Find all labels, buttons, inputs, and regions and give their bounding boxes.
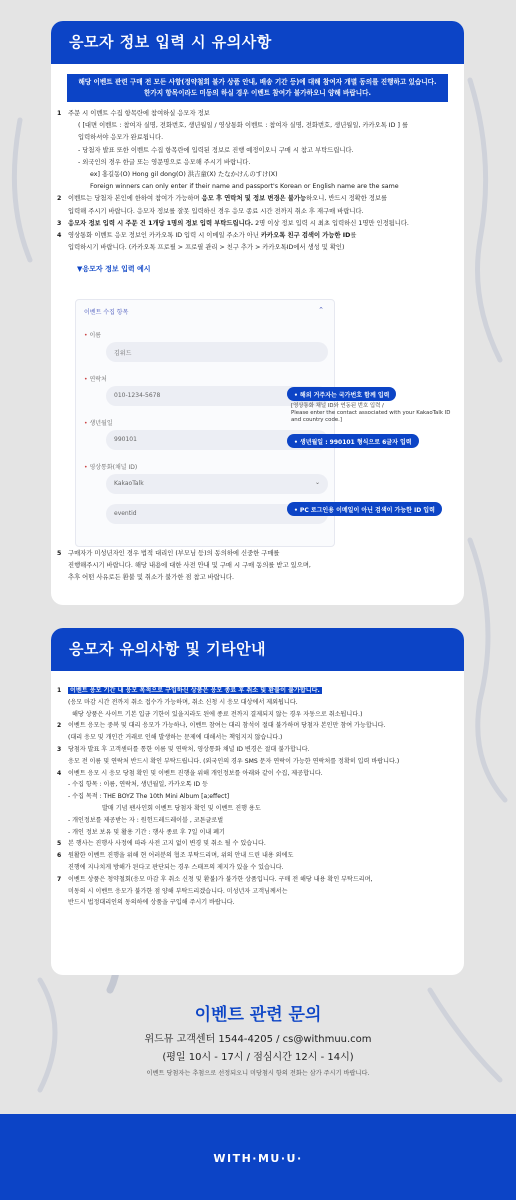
- item-text: 이벤트 응모는 중복 및 대리 응모가 가능하나, 이벤트 참여는 대리 참석이 절대 불가하며 당첨자 본인만 참여 가능합니다.: [68, 722, 386, 730]
- footer: [0, 1114, 516, 1200]
- channel-select-value: KakaoTalk: [114, 480, 144, 487]
- list-item: [57, 838, 452, 850]
- guideline-list-continued: [57, 548, 452, 585]
- list-item: [57, 874, 452, 909]
- list-item: [57, 230, 452, 254]
- item-text: [68, 685, 452, 697]
- item-text: 미동의 시 이벤트 응모가 불가한 점 양해 부탁드리겠습니다. 미성년자 고객님께서는: [68, 887, 288, 895]
- chevron-down-icon: ⌄: [314, 479, 320, 486]
- brand-logo: WITH·MU·U·: [213, 1152, 303, 1165]
- list-item: [57, 108, 452, 193]
- list-item: [57, 548, 452, 585]
- list-item: [57, 744, 452, 768]
- item-text: Foreign winners can only enter if their name and passport's Korean or English name are the same: [90, 183, 399, 191]
- item-text: 반드시 법정대리인의 동의하에 상품을 구입해 주시기 바랍니다.: [68, 899, 235, 907]
- item-text-part: 이벤트는 당첨자 본인에 한하여 참여가 가능하며: [68, 195, 202, 203]
- item-text-part: 영상통화 이벤트 응모 정보인 카카오톡 ID 입력 시 이메일 주소가 아닌: [68, 232, 261, 240]
- item-text: 원활한 이벤트 진행을 위해 현 어러분의 협조 부탁드리며, 위의 안내 드린 내용 외에도: [68, 852, 294, 860]
- item-text-emphasis: 응모 후 연락처 및 정보 변경은 불가능: [201, 195, 307, 203]
- form-header: [76, 300, 334, 320]
- notice-banner: [67, 74, 448, 102]
- item-text-emphasis: 응모자 정보 입력 시 주문 건 1개당 1명의 정보 입력 부탁드립니다.: [68, 219, 254, 227]
- section-title: 응모자 정보 입력 시 유의사항: [51, 21, 464, 64]
- hint-pill-pc: • PC 로그인용 이메일이 아닌 검색이 가능한 ID 입력: [287, 502, 442, 516]
- item-text: 입력해 주시기 바랍니다. 응모자 정보를 잘못 입력하신 경우 응모 종료 시간 전까지 취소 후 재구매 바랍니다.: [68, 207, 364, 215]
- item-text: [68, 193, 452, 205]
- list-item: [57, 685, 452, 720]
- item-text-part: 2명 이상 정보 입력 시 최초 입력하신 1명만 인정됩니다.: [253, 219, 409, 227]
- notice-line: 한가지 항목이라도 미동의 하실 경우 이벤트 참여가 불가하오니 양해 바랍니다.: [144, 89, 371, 97]
- item-text: 추후 어떤 사유로든 환불 및 취소가 불가한 점 참고 바랍니다.: [68, 574, 235, 582]
- item-text-part: 를: [350, 232, 357, 240]
- item-number: 4: [57, 769, 62, 777]
- contact-info: 위드뮤 고객센터 1544-4205 / cs@withmuu.com: [144, 1034, 372, 1045]
- item-number: 5: [57, 550, 62, 557]
- item-number: 4: [57, 232, 62, 240]
- list-item: [57, 193, 452, 217]
- item-text: (응모 마감 시간 전까지 취소 접수가 가능하며, 취소 신청 시 응모 대상에서 제외됩니다.: [68, 698, 298, 706]
- item-text-emphasis: 카카오톡 친구 검색이 가능한 ID: [260, 232, 351, 240]
- item-text: 진행해주시기 바랍니다. 해당 내용에 대한 사전 안내 및 구매 시 구매 동의를 받고 있으며,: [68, 562, 311, 570]
- channel-select[interactable]: [106, 474, 328, 494]
- list-item: [57, 720, 452, 744]
- contact-note: 이벤트 당첨자는 추첨으로 선정되오니 미당첨시 항의 전화는 삼가 주시기 바랍니다.: [146, 1070, 370, 1077]
- contact-title: 이벤트 관련 문의: [194, 1005, 322, 1025]
- item-text: - 수집 목적 : THE BOYZ The 10th Mini Album [a;effect]: [68, 793, 230, 801]
- item-number: 3: [57, 745, 62, 753]
- item-text: - 수집 항목 : 이름, 연락처, 생년월일, 카카오톡 ID 등: [68, 781, 208, 789]
- item-text: 해당 상품은 사이트 기본 입금 기한이 있을지라도 된에 종료 전까지 결제되지 않는 경우 자동으로 취소됩니다.): [72, 710, 363, 718]
- name-field[interactable]: 김위드: [106, 342, 328, 362]
- chevron-up-icon: ⌃: [318, 306, 324, 314]
- highlight-text: 이벤트 응모 기간 내 응모 목적으로 구입하신 상품은 응모 종료 후 취소 및 환불이 불가합니다.: [70, 687, 320, 694]
- item-text: 이벤트 응모 시 응모 당첨 확인 및 이벤트 진행을 위해 개인정보를 아래와 같이 수집, 제공합니다.: [68, 769, 323, 777]
- hint-note-line: [영상통화 채널 ID와 연동된 번호 입력 /: [291, 403, 384, 409]
- item-text: [68, 218, 452, 230]
- item-text: - 당첨자 발표 또한 이벤트 수집 항목란에 입력된 정보로 진행 예정이오니 구매 시 참고 부탁드립니다.: [78, 146, 354, 154]
- item-number: 1: [57, 687, 62, 694]
- item-text: - 개인 정보 보유 및 활용 기간 : 행사 종료 후 7일 이내 폐기: [68, 828, 225, 836]
- hint-pill-foreign: • 해외 거주자는 국가번호 함께 입력: [287, 387, 396, 401]
- section-title: 응모자 유의사항 및 기타안내: [51, 628, 464, 671]
- list-item: [57, 768, 452, 839]
- item-number: 7: [57, 875, 62, 883]
- item-number: 3: [57, 219, 62, 227]
- hint-note: [291, 403, 450, 424]
- guideline-list: [57, 108, 452, 254]
- contact-hours: (평일 10시 - 17시 / 점심시간 12시 - 14시): [162, 1052, 354, 1063]
- item-text: 구매자가 미성년자인 경우 법적 대리인 (부모님 등)의 동의하에 신중한 구매를: [68, 550, 280, 557]
- hint-note-line: Please enter the contact associated with your KakaoTalk ID: [291, 410, 451, 416]
- field-label-channel: • 영상통화(채널 ID): [84, 464, 138, 471]
- item-text: - 개인정보를 제공받는 자 : 원헌드레드레이블 , 코튼글로벌: [68, 816, 224, 824]
- item-text: 응모 전 이름 및 연락처 반드시 확인 부탁드립니다. (외국인의 경우 SMS 문자 연락이 가능한 연락처를 정확히 입력 바랍니다.): [68, 757, 400, 765]
- item-text: [68, 230, 452, 242]
- item-text: (대리 응모 및 개인간 거래로 인해 발생하는 문제에 대해서는 책임지지 않습니다.): [68, 734, 283, 742]
- list-item: [57, 218, 452, 230]
- item-text-part: 하오니, 반드시 정확한 정보를: [306, 195, 388, 203]
- notice-card-other-info: [51, 628, 464, 975]
- item-number: 1: [57, 110, 62, 117]
- example-title: ▼응모자 정보 입력 예시: [77, 265, 151, 274]
- item-text: 당첨자 발표 후 고객센터를 통한 이름 및 연락처, 영상통화 채널 ID 변경은 절대 불가합니다.: [68, 745, 310, 753]
- item-text: 진행에 지나치게 방해가 된다고 판단되는 경우 스태프의 제지가 있을 수 있습니다.: [68, 863, 284, 871]
- item-text: 이벤트 상품은 청약철회(응모 마감 후 취소 신청 및 환불)가 불가한 상품입니다. 구매 전 해당 내용 확인 부탁드리며,: [68, 875, 373, 883]
- item-number: 2: [57, 195, 62, 203]
- item-text: ( [대면 이벤트 : 참여자 실명, 전화번호, 생년월일 / 영상통화 이벤트 : 참여자 실명, 전화번호, 생년월일, 카카오톡 ID ] 를: [78, 122, 409, 130]
- field-label-name: • 이름: [84, 332, 102, 339]
- item-text: 입력하셔야 응모가 완료됩니다.: [78, 134, 164, 142]
- field-label-text: 연락처: [89, 376, 107, 383]
- item-number: 5: [57, 840, 62, 848]
- kakao-id-field[interactable]: eventid: [106, 504, 328, 524]
- item-text: ex] 홍길동(O) Hong gil dong(O) 洪吉童(X) たなかけんのすけ(X): [90, 171, 278, 179]
- field-label-text: 이름: [89, 332, 102, 339]
- item-text: 발매 기념 팬사인회 이벤트 당첨자 확인 및 이벤트 진행 용도: [102, 804, 261, 812]
- hint-pill-birth: • 생년월일 : 990101 형식으로 6글자 입력: [287, 434, 419, 448]
- birthdate-field[interactable]: 990101: [106, 430, 328, 450]
- notice-list: [57, 685, 452, 909]
- item-number: 2: [57, 722, 62, 730]
- form-header-label: 이벤트 수집 항목: [84, 309, 129, 316]
- item-text: 본 행사는 진행사 사정에 따라 사전 고지 없이 변경 및 취소 될 수 있습니다.: [68, 840, 266, 848]
- hint-note-line: and country code.]: [291, 417, 343, 423]
- item-text: 입력하시기 바랍니다. (카카오톡 프로필 > 프로필 관리 > 친구 추가 > 카카오톡ID에서 생성 및 확인): [68, 244, 345, 252]
- field-label-text: 생년월일: [89, 420, 113, 427]
- phone-field[interactable]: 010-1234-5678: [106, 386, 328, 406]
- field-label-text: 영상통화(채널 ID): [89, 464, 138, 471]
- item-number: 6: [57, 852, 62, 860]
- notice-line: 해당 이벤트 관련 구매 전 모든 사항(정약철회 불가 상품 안내, 배송 기간 등)에 대해 참여자 개별 동의를 진행하고 있습니다.: [78, 78, 437, 86]
- field-label-birth: • 생년월일: [84, 420, 113, 427]
- list-item: [57, 850, 452, 874]
- item-text: 주문 시 이벤트 수집 항목란에 참여하실 응모자 정보: [68, 110, 210, 117]
- notice-card-applicant-info: [51, 21, 464, 605]
- item-text: - 외국인의 경우 한글 또는 영문명으로 응모해 주시기 바랍니다.: [78, 158, 251, 166]
- field-label-phone: • 연락처: [84, 376, 107, 383]
